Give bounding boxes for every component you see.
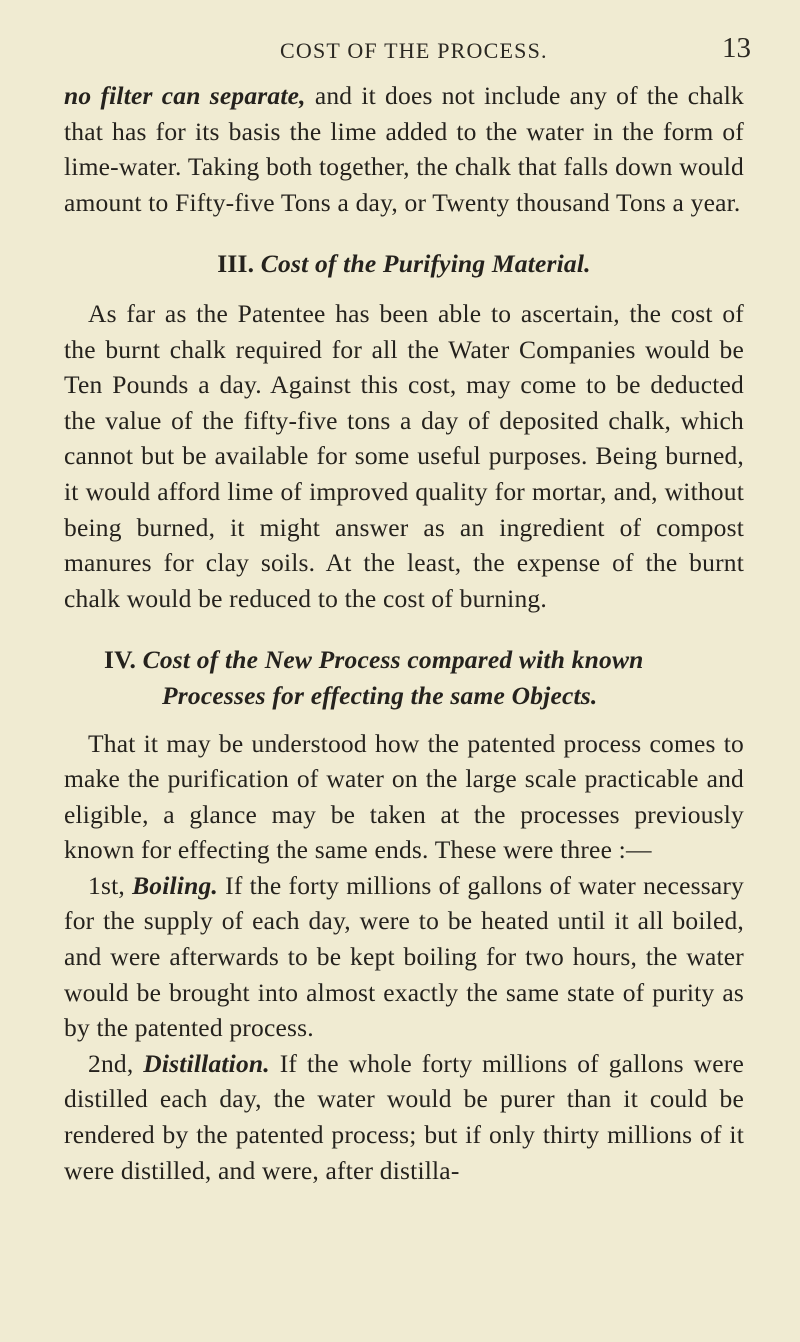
running-title: COST OF THE PROCESS.	[280, 38, 548, 63]
section-heading-iv-number: IV.	[104, 645, 137, 675]
section-heading-iii	[64, 246, 744, 282]
section-heading-iv	[64, 642, 744, 713]
paragraph-2: As far as the Patentee has been able to ascertain, the cost of the burnt chalk required for all the Water Companies would be Ten Pounds a day. Against this cost, may come to be deducted the value of the fifty-five tons a day of deposited chalk, which cannot but be available for some useful purposes. Being burned, it would afford lime of improved quality for mortar, and, without being burned, it might answer as an ingredient of compost manures for clay soils. At the least, the expense of the burnt chalk would be reduced to the cost of burning.	[64, 298, 744, 613]
paragraph-4-italic: Boiling.	[132, 870, 218, 900]
paragraph-4-text: If the forty millions of gallons of water necessary for the supply of each day, were to be heated until it all boiled, and were afterwards to be kept boiling for two hours, the water would be brought into almost exactly the same state of purity as by the patented process.	[64, 870, 744, 1043]
section-heading-iv-title-line1: Cost of the New Process compared with known	[142, 645, 644, 675]
paragraph-5-italic: Distillation.	[143, 1048, 270, 1078]
section-heading-iii-title: Cost of the Purifying Material.	[260, 249, 591, 279]
paragraph-5	[64, 1046, 744, 1188]
paragraph-1-text: and it does not include any of the chalk that has for its basis the lime added to the water in the form of lime-water. Taking both together, the chalk that falls down would amount to Fifty-five Tons a day, or Twenty thousand Tons a year.	[64, 81, 744, 217]
paragraph-4-number: 1st,	[88, 870, 133, 900]
paragraph-5-number: 2nd,	[88, 1048, 144, 1078]
paragraph-5-text: If the whole forty millions of gallons were distilled each day, the water would be purer than it could be rendered by the patented process; but if only thirty millions of it were distilled, and were, after distilla-	[64, 1048, 744, 1185]
body-text	[64, 78, 744, 1188]
section-heading-iv-title-line2: Processes for effecting the same Objects.	[162, 680, 598, 710]
page-header	[0, 30, 800, 70]
section-heading-iii-number: III.	[217, 249, 255, 279]
paragraph-1-italic-lead: no filter can separate,	[64, 81, 306, 110]
page-number: 13	[722, 32, 751, 64]
paragraph-3: That it may be understood how the patented process comes to make the purification of water on the large scale practicable and eligible, a glance may be taken at the processes previously known for effecting the same ends. These were three :—	[64, 728, 744, 865]
paragraph-1	[64, 78, 744, 220]
paragraph-4	[64, 868, 744, 1046]
